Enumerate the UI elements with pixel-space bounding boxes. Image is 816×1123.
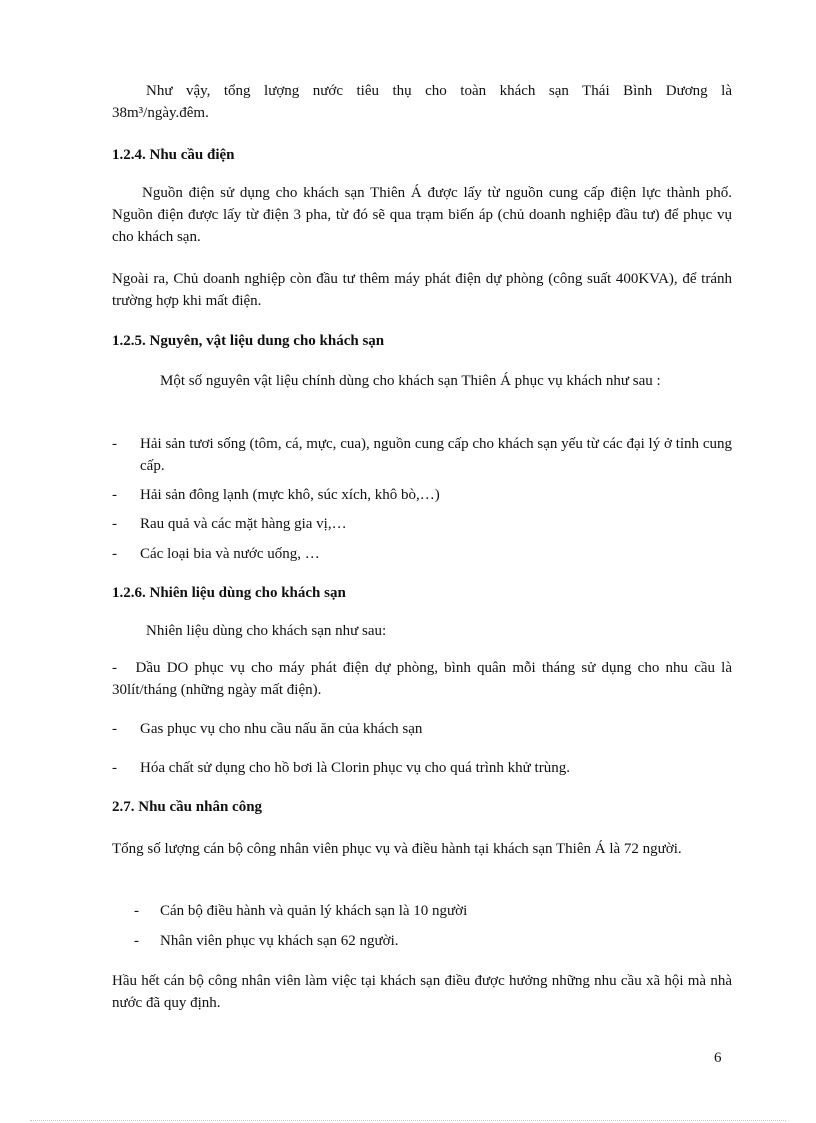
list-dash: - — [112, 516, 117, 532]
heading-1-2-4: 1.2.4. Nhu cầu điện — [112, 147, 235, 163]
list-dash: - — [112, 760, 117, 776]
list-item-text — [112, 657, 732, 701]
list-dash: - — [134, 933, 139, 949]
list-dash: - — [112, 546, 117, 562]
list-item-text: Hải sản đông lạnh (mực khô, súc xích, khô bò,…) — [140, 487, 440, 503]
list-item-text: Nhân viên phục vụ khách sạn 62 người. — [160, 933, 399, 949]
list-item-body: Dầu DO phục vụ cho máy phát điện dự phòng, bình quân mỗi tháng sử dụng cho nhu cầu là 30lít/tháng (những ngày mất điện). — [112, 660, 733, 698]
page-bottom-rule — [30, 1120, 786, 1121]
list-dash: - — [112, 487, 117, 503]
list-item-text: Gas phục vụ cho nhu cầu nấu ăn của khách sạn — [140, 721, 423, 737]
intro-line-1: Như vậy, tổng lượng nước tiêu thụ cho toàn khách sạn Thái Bình Dương là — [146, 83, 732, 99]
list-dash: - — [112, 721, 117, 737]
intro-line-2: 38m³/ngày.đêm. — [112, 105, 209, 121]
paragraph-staff-total: Tổng số lượng cán bộ công nhân viên phục vụ và điều hành tại khách sạn Thiên Á là 72 người. — [112, 841, 682, 857]
paragraph-backup-generator: Ngoài ra, Chủ doanh nghiệp còn đầu tư thêm máy phát điện dự phòng (công suất 400KVA), để tránh trường hợp khi mất điện. — [112, 271, 732, 309]
paragraph-power-source: Nguồn điện sử dụng cho khách sạn Thiên Á được lấy từ nguồn cung cấp điện lực thành phố. Nguồn điện được lấy từ điện 3 pha, từ đó sẽ qua trạm biến áp (chủ doanh nghiệp đầu tư) để phục vụ cho khách sạn. — [112, 185, 732, 245]
list-item-text: Hải sản tươi sống (tôm, cá, mực, cua), nguồn cung cấp cho khách sạn yếu từ các đại lý ở tỉnh cung cấp. — [140, 436, 732, 474]
list-item-text: Các loại bia và nước uống, … — [140, 546, 320, 562]
list-dash: - — [134, 903, 139, 919]
paragraph-staff-benefits: Hầu hết cán bộ công nhân viên làm việc tại khách sạn điều được hưởng những nhu cầu xã hội mà nhà nước đã quy định. — [112, 973, 732, 1011]
list-item-text: Cán bộ điều hành và quản lý khách sạn là 10 người — [160, 903, 468, 919]
heading-1-2-6: 1.2.6. Nhiên liệu dùng cho khách sạn — [112, 585, 346, 601]
paragraph-materials-intro: Một số nguyên vật liệu chính dùng cho khách sạn Thiên Á phục vụ khách như sau : — [160, 373, 661, 389]
list-dash: - — [112, 660, 117, 676]
page-number: 6 — [714, 1050, 722, 1066]
heading-2-7: 2.7. Nhu cầu nhân công — [112, 799, 263, 815]
heading-1-2-5: 1.2.5. Nguyên, vật liệu dung cho khách sạn — [112, 333, 385, 349]
paragraph-fuel-intro: Nhiên liệu dùng cho khách sạn như sau: — [146, 623, 387, 639]
list-dash: - — [112, 436, 117, 452]
list-item-text: Rau quả và các mặt hàng gia vị,… — [140, 516, 347, 532]
list-item-text: Hóa chất sử dụng cho hồ bơi là Clorin phục vụ cho quá trình khử trùng. — [140, 760, 570, 776]
